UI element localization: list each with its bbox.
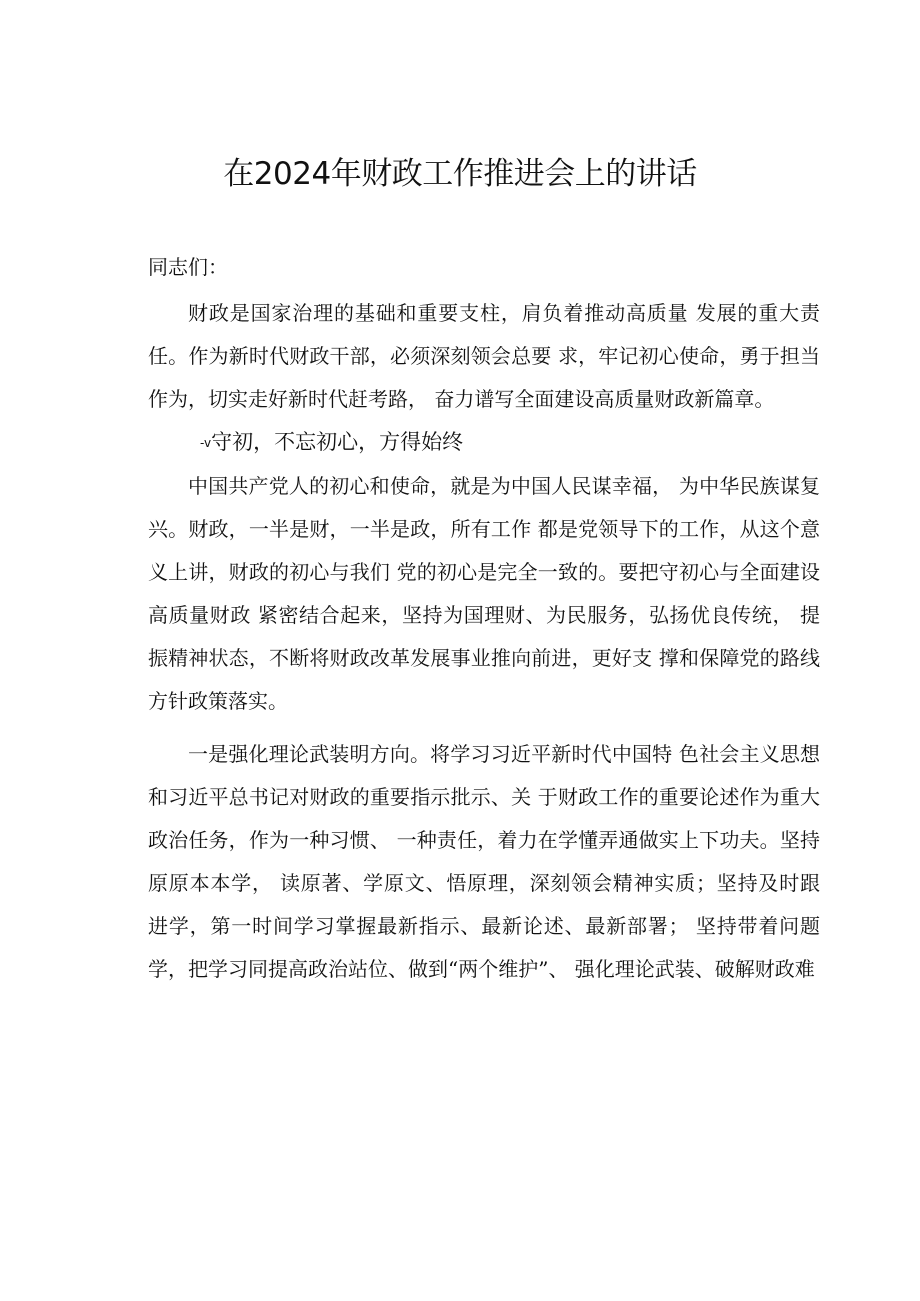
document-title: 在2024年财政工作推进会上的讲话 — [223, 156, 697, 192]
section-paragraph: 中国共产党人的初心和使命，就是为中国人民谋幸福， 为中华民族谋复兴。财政，一半是财，一半是政，所有工作 都是党领导下的工作，从这个意义上讲，财政的初心与我们 党的初心是完全一致的。要把守初心与全面建设高质量财政 紧密结合起来，坚持为国理财、为民服务，弘扬优良传统， 提振精神状态，不断将财政改革发展事业推向前进，更好支 撑和保障党的路线方针政策落实。 — [148, 474, 820, 713]
intro-paragraph: 财政是国家治理的基础和重要支柱，肩负着推动高质量 发展的重大责任。作为新时代财政干部，必须深刻领会总要 求，牢记初心使命，勇于担当作为，切实走好新时代赶考路， 奋力谱写全面建设高质量财政新篇章。 — [148, 301, 820, 411]
section-heading-text: 守初，不忘初心，方得始终 — [211, 430, 464, 454]
document-body — [148, 292, 820, 991]
paragraph-spacer — [148, 723, 820, 733]
section-heading-marker: -v — [200, 436, 212, 450]
greeting: 同志们： — [148, 255, 228, 279]
section-heading — [148, 421, 820, 465]
point-paragraph: 一是强化理论武装明方向。将学习习近平新时代中国特 色社会主义思想和习近平总书记对财政的重要指示批示、关 于财政工作的重要论述作为重大政治任务，作为一种习惯、 一种责任，着力在学懂弄通做实上下功夫。坚持原原本本学， 读原著、学原文、悟原理，深刻领会精神实质；坚持及时跟 进学，第一时间学习掌握最新指示、最新论述、最新部署； 坚持带着问题学，把学习同提高政治站位、做到“两个维护”、 强化理论武装、破解财政难 — [148, 742, 820, 981]
